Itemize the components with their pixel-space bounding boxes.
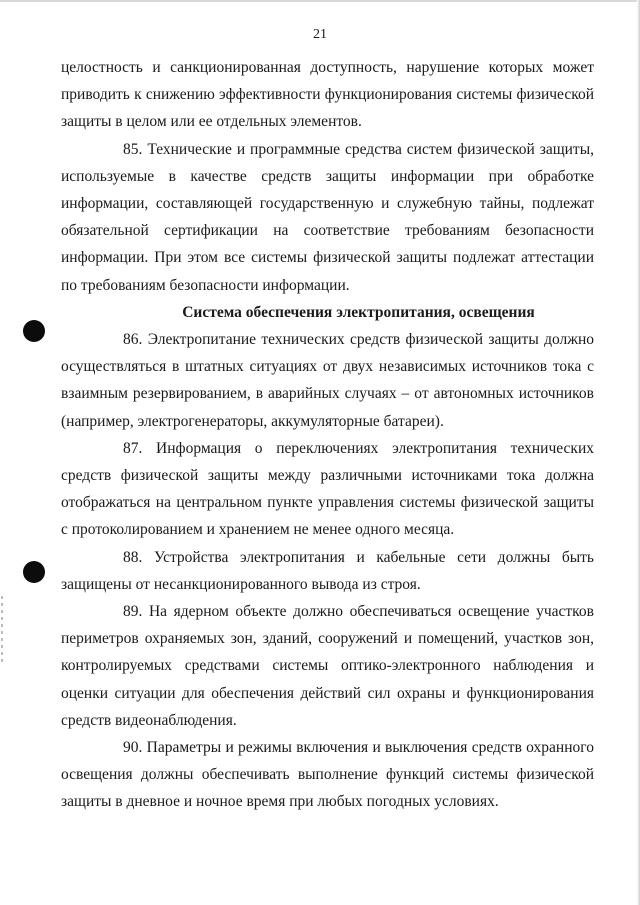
paragraph-86: 86. Электропитание технических средств физической защиты должно осуществляться в штатных ситуациях от двух независимых источников тока с взаимным резервированием, в аварийных случаях – от автономных источников (например, электрогенераторы, аккумуляторные батареи).: [61, 331, 594, 430]
punch-hole-bottom: [23, 561, 45, 583]
paragraph-89: 89. На ядерном объекте должно обеспечиваться освещение участков периметров охраняемых зон, зданий, сооружений и помещений, участков зон, контролируемых средствами системы оптико-электронного наблюдения и оценки ситуации для обеспечения действий сил охраны и функционирования средств видеонаблюдения.: [61, 603, 594, 729]
document-body: [61, 54, 594, 816]
paragraph-85: 85. Технические и программные средства систем физической защиты, используемые в качестве средств защиты информации при обработке информации, составляющей государственную и служебную тайны, подлежат обязательной сертификации на соответствие требованиям безопасности информации. При этом все системы физической защиты подлежат аттестации по требованиям безопасности информации.: [61, 140, 594, 294]
paragraph-87: 87. Информация о переключениях электропитания технических средств физической защиты между различными источниками тока должна отображаться на центральном пункте управления системы физической защиты с протоколированием и хранением не менее одного месяца.: [61, 439, 594, 539]
punch-hole-top: [23, 320, 45, 342]
scan-edge-marks: [1, 596, 3, 666]
paragraph-88: 88. Устройства электропитания и кабельные сети должны быть защищены от несанкционированного вывода из строя.: [61, 548, 594, 593]
paragraph-continuation: целостность и санкционированная доступность, нарушение которых может приводить к снижению эффективности функционирования системы физической защиты в целом или ее отдельных элементов.: [61, 59, 594, 131]
paragraph-90: 90. Параметры и режимы включения и выключения средств охранного освещения должны обеспечивать выполнение функций системы физической защиты в дневное и ночное время при любых погодных условиях.: [61, 739, 594, 811]
top-scan-edge: [0, 0, 640, 2]
page-number: 21: [313, 27, 327, 42]
section-heading: Система обеспечения электропитания, освещения: [182, 303, 535, 321]
